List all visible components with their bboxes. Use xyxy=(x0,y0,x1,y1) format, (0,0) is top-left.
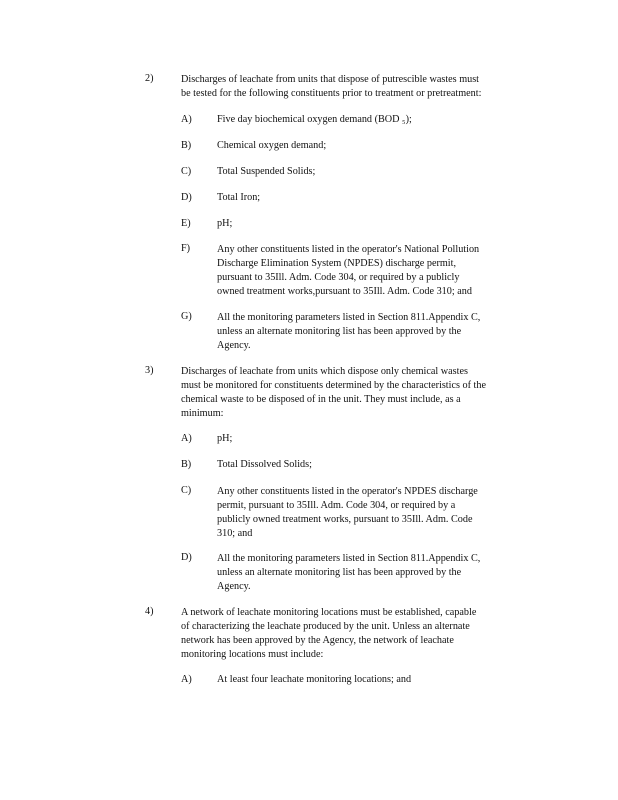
subitem-label: D) xyxy=(181,192,192,203)
text-line: pursuant to 35Ill. Adm. Code 304, or required by a publicly xyxy=(217,272,460,283)
text-line: chemical waste to be disposed of in the unit. They must include, as a xyxy=(181,394,461,405)
text-line: permit, pursuant to 35Ill. Adm. Code 304, or required by a xyxy=(217,500,456,511)
text-line: monitoring locations must include: xyxy=(181,649,324,660)
text-line: network has been approved by the Agency, the network of leachate xyxy=(181,635,454,646)
subitem-text: Total Iron; xyxy=(217,192,261,203)
text-line: must be monitored for constituents determined by the characteristics of the xyxy=(181,380,486,391)
text-line: Discharges of leachate from units which dispose only chemical wastes xyxy=(181,366,468,377)
text-line: unless an alternate monitoring list has been approved by the xyxy=(217,326,462,337)
text-line: Discharge Elimination System (NPDES) discharge permit, xyxy=(217,258,456,269)
text-line: All the monitoring parameters listed in Section 811.Appendix C, xyxy=(217,312,481,323)
text-line: A network of leachate monitoring locations must be established, capable xyxy=(181,607,477,618)
text-line: 310; and xyxy=(217,528,253,539)
item-paragraph xyxy=(181,73,541,101)
subitem-label: F) xyxy=(181,243,191,254)
subitem-text: pH; xyxy=(217,218,233,229)
item-paragraph xyxy=(181,606,541,662)
text-line: of characterizing the leachate produced by the unit. Unless an alternate xyxy=(181,621,470,632)
text-line: owned treatment works,pursuant to 35Ill. Adm. Code 310; and xyxy=(217,286,472,297)
subitem-label: B) xyxy=(181,459,192,470)
subitem-label: A) xyxy=(181,433,192,444)
text-line: be tested for the following constituents prior to treatment or pretreatment: xyxy=(181,88,482,99)
subitem-text: Chemical oxygen demand; xyxy=(217,140,327,151)
subitem-text: Total Dissolved Solids; xyxy=(217,459,312,470)
text-line: All the monitoring parameters listed in Section 811.Appendix C, xyxy=(217,553,481,564)
subitem-paragraph xyxy=(217,485,537,541)
subitem-paragraph xyxy=(217,243,537,299)
text-line: Any other constituents listed in the operator's NPDES discharge xyxy=(217,486,478,497)
subitem-text: pH; xyxy=(217,433,233,444)
subitem-label: A) xyxy=(181,114,192,125)
text-line: Agency. xyxy=(217,581,251,592)
subitem-label: A) xyxy=(181,674,192,685)
item-paragraph xyxy=(181,365,551,421)
text-line: Discharges of leachate from units that dispose of putrescible wastes must xyxy=(181,74,480,85)
subitem-text: At least four leachate monitoring locations; and xyxy=(217,674,412,685)
item-number: 4) xyxy=(145,606,154,617)
text-line: Agency. xyxy=(217,340,251,351)
subitem-label: B) xyxy=(181,140,192,151)
subitem-text: Five day biochemical oxygen demand (BOD ₅); xyxy=(217,114,412,125)
subitem-label: G) xyxy=(181,311,192,322)
item-number: 3) xyxy=(145,365,154,376)
subitem-label: D) xyxy=(181,552,192,563)
subitem-label: C) xyxy=(181,485,192,496)
subitem-label: C) xyxy=(181,166,192,177)
item-number: 2) xyxy=(145,73,154,84)
text-line: minimum: xyxy=(181,408,224,419)
text-line: unless an alternate monitoring list has been approved by the xyxy=(217,567,462,578)
text-line: publicly owned treatment works, pursuant to 35Ill. Adm. Code xyxy=(217,514,473,525)
subitem-paragraph xyxy=(217,311,537,353)
subitem-label: E) xyxy=(181,218,191,229)
subitem-paragraph xyxy=(217,552,537,594)
subitem-text: Total Suspended Solids; xyxy=(217,166,316,177)
text-line: Any other constituents listed in the operator's National Pollution xyxy=(217,244,480,255)
